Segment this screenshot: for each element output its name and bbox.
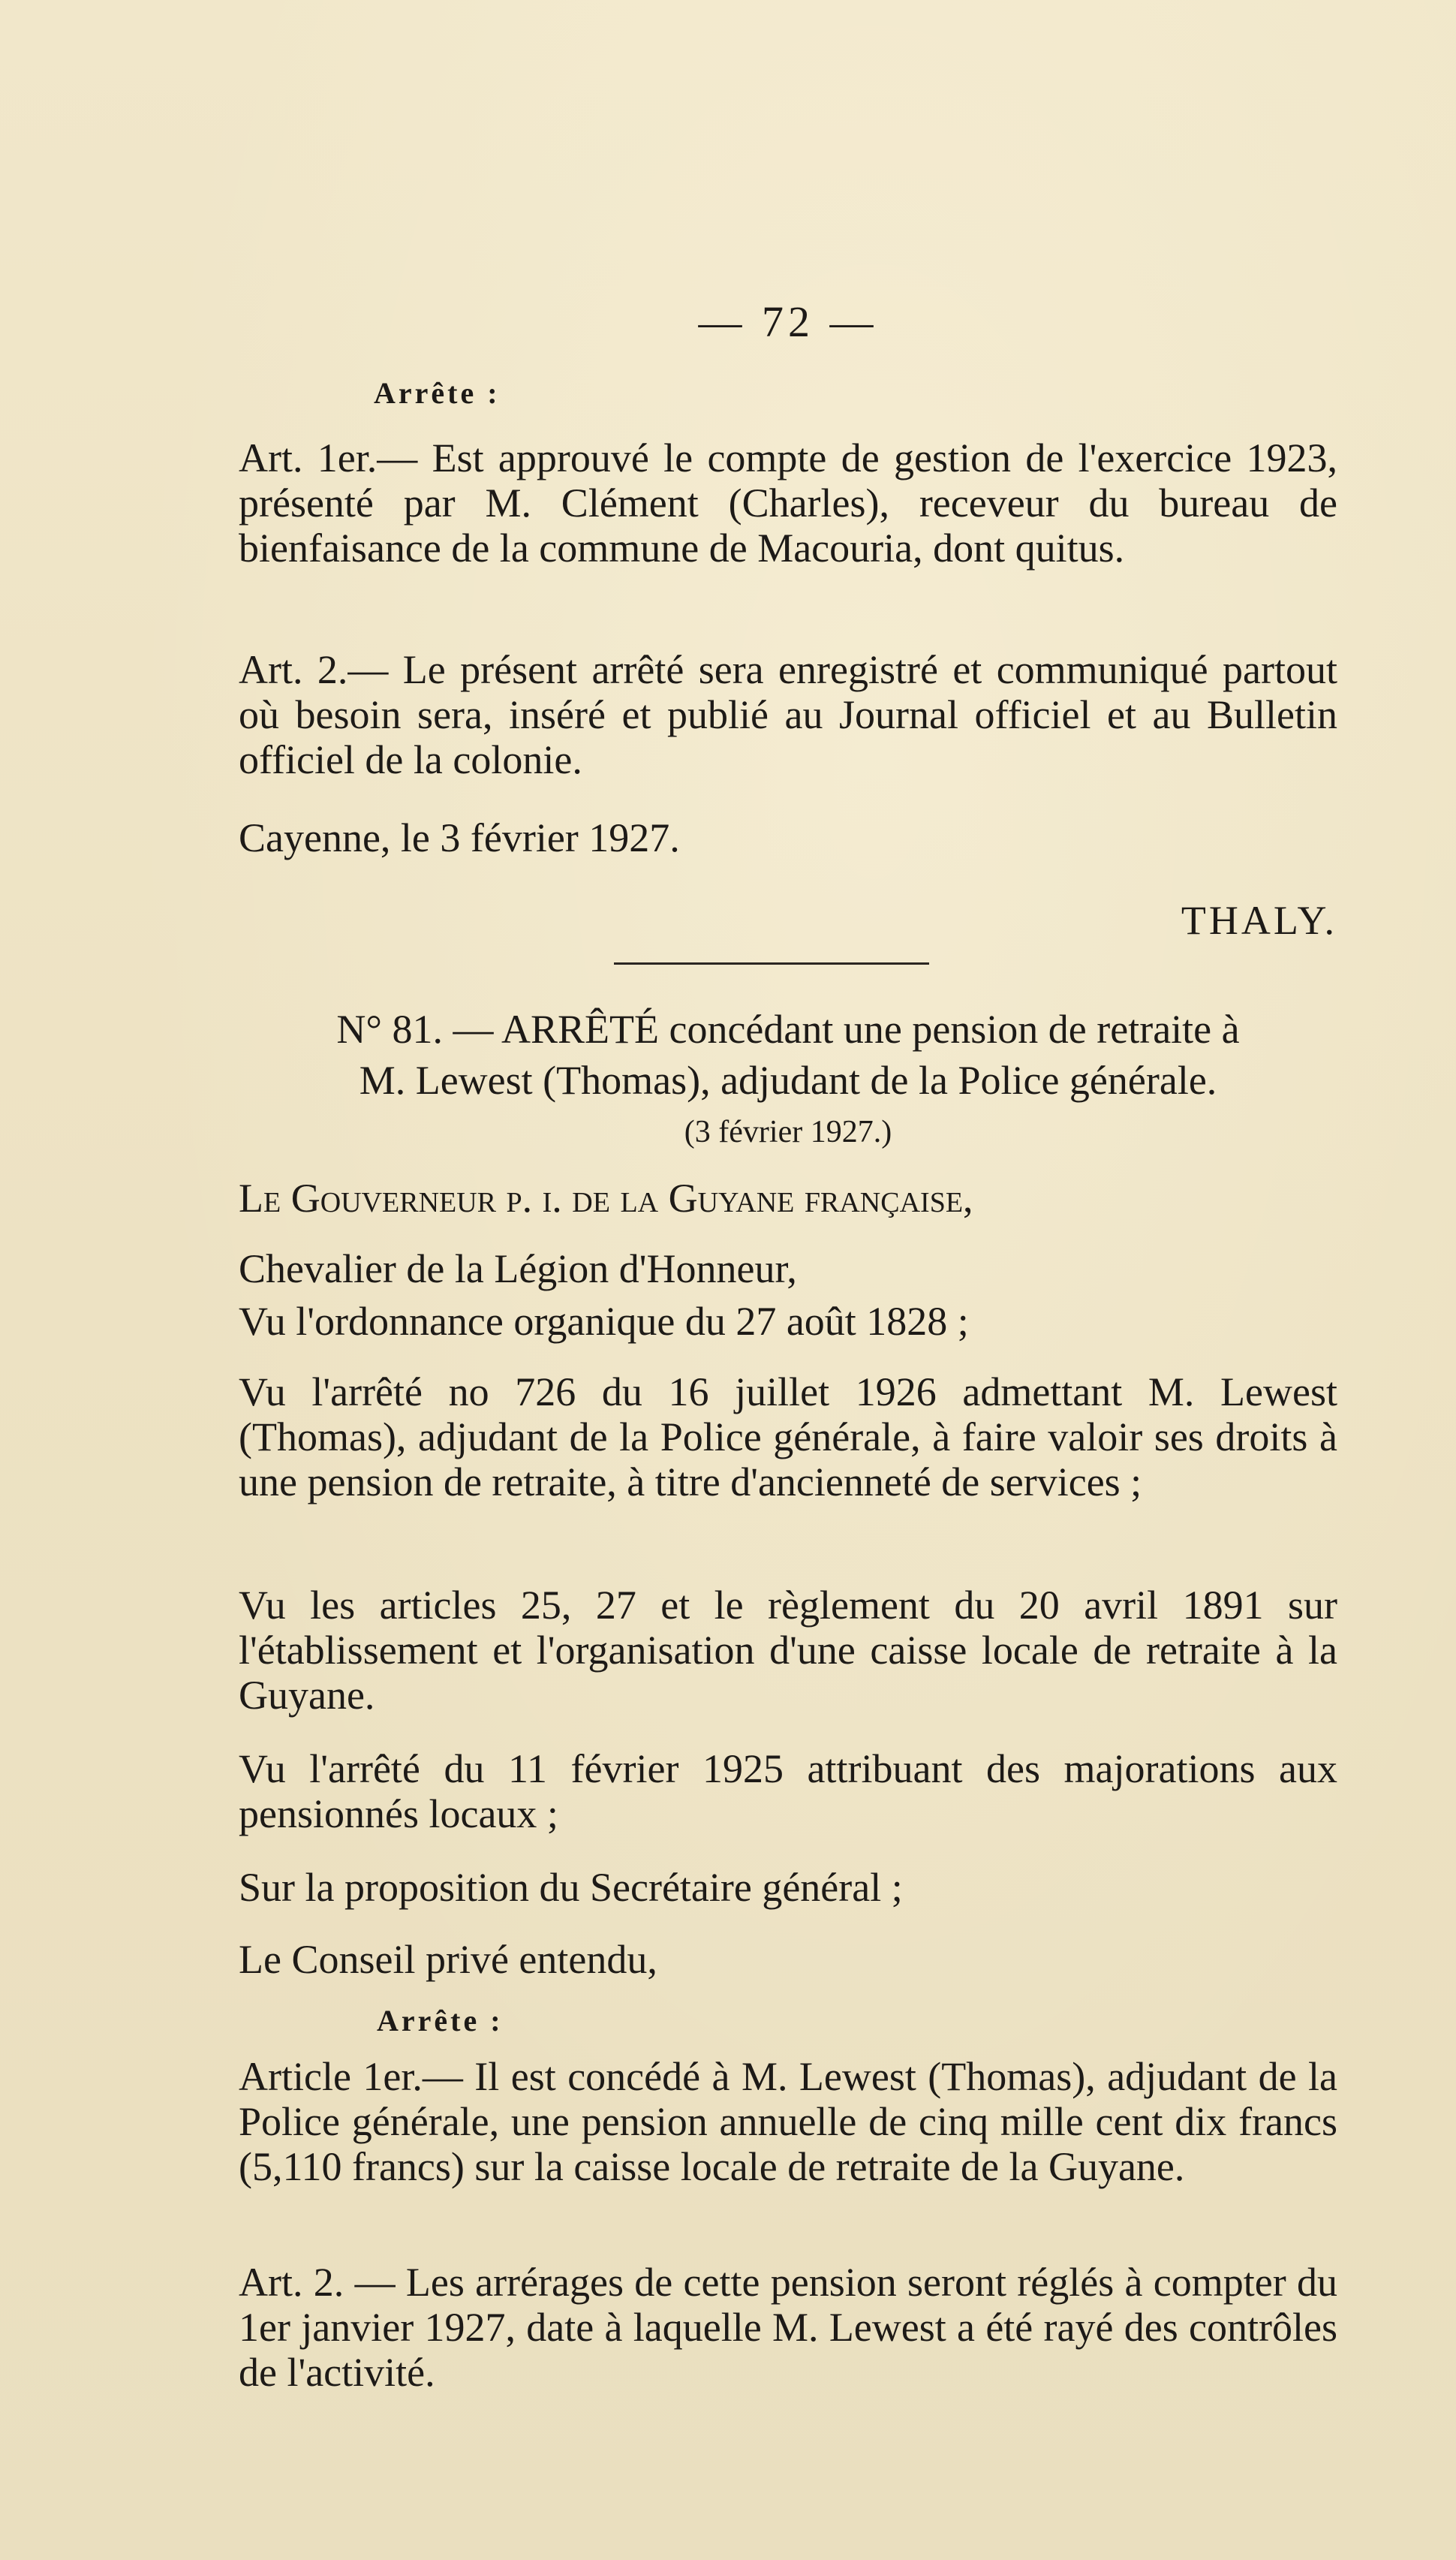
- article-2-paragraph: Art. 2.— Le présent arrêté sera enregistré et communiqué partout où besoin sera, inséré et publié au Journal officiel et au Bulletin officiel de la colonie.: [239, 647, 1337, 782]
- article-1-paragraph: Art. 1er.— Est approuvé le compte de gestion de l'exercice 1923, présenté par M. Clément (Charles), receveur du bureau de bienfaisance de la commune de Macouria, dont quitus.: [239, 435, 1337, 571]
- arrete-label-2: Arrête :: [377, 2004, 504, 2037]
- page-number: — 72 —: [698, 297, 878, 346]
- arrete-label: Arrête :: [374, 376, 501, 410]
- governor-line: Le Gouverneur p. i. de la Guyane française,: [239, 1176, 973, 1221]
- decree-heading-line-2: M. Lewest (Thomas), adjudant de la Police générale.: [359, 1058, 1217, 1103]
- place-date-line: Cayenne, le 3 février 1927.: [239, 815, 680, 860]
- vu-arrete-1925: Vu l'arrêté du 11 février 1925 attribuant des majorations aux pensionnés locaux ;: [239, 1746, 1337, 1836]
- vu-arrete-726: Vu l'arrêté no 726 du 16 juillet 1926 admettant M. Lewest (Thomas), adjudant de la Police générale, à faire valoir ses droits à une pension de retraite, à titre d'ancienneté de services ;: [239, 1369, 1337, 1504]
- section-divider: [614, 962, 929, 965]
- chevalier-line: Chevalier de la Légion d'Honneur,: [239, 1246, 797, 1291]
- article-2-arrerages: Art. 2. — Les arrérages de cette pension seront réglés à compter du 1er janvier 1927, date à laquelle M. Lewest a été rayé des contrôles de l'activité.: [239, 2260, 1337, 2395]
- decree-date: (3 février 1927.): [684, 1115, 892, 1149]
- vu-articles: Vu les articles 25, 27 et le règlement du 20 avril 1891 sur l'établissement et l'organisation d'une caisse locale de retraite à la Guyane.: [239, 1583, 1337, 1718]
- article-1-concession: Article 1er.— Il est concédé à M. Lewest (Thomas), adjudant de la Police générale, une pension annuelle de cinq mille cent dix francs (5,110 francs) sur la caisse locale de retraite de la Guyane.: [239, 2054, 1337, 2189]
- signature: THALY.: [1181, 898, 1337, 943]
- conseil-prive: Le Conseil privé entendu,: [239, 1937, 657, 1982]
- decree-heading-line-1: N° 81. — ARRÊTÉ concédant une pension de retraite à: [336, 1007, 1240, 1052]
- sur-proposition: Sur la proposition du Secrétaire général ;: [239, 1865, 903, 1910]
- vu-ordonnance: Vu l'ordonnance organique du 27 août 1828 ;: [239, 1299, 969, 1344]
